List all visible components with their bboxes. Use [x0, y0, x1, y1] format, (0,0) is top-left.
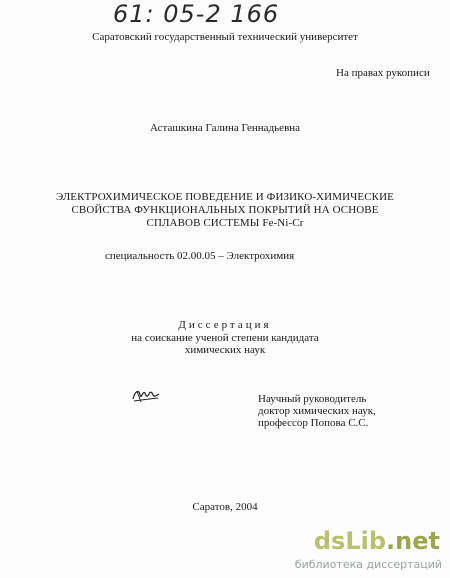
city-year: Саратов, 2004 — [192, 501, 258, 513]
advisor-line-1: Научный руководитель — [258, 393, 367, 405]
author-name: Асташкина Галина Геннадьевна — [149, 122, 301, 134]
watermark-tagline: библиотека диссертаций — [294, 558, 442, 571]
advisor-line-2: доктор химических наук, — [258, 405, 376, 417]
university-name: Саратовский государственный технический университет — [92, 31, 358, 43]
dslib-logo — [314, 527, 440, 555]
logo-main: dsLib — [313, 527, 387, 555]
title-line-3: СПЛАВОВ СИСТЕМЫ Fe-Ni-Cr — [146, 217, 304, 229]
title-line-1: ЭЛЕКТРОХИМИЧЕСКОЕ ПОВЕДЕНИЕ И ФИЗИКО-ХИМИЧЕСКИЕ — [56, 191, 394, 203]
dissertation-block — [0, 319, 450, 356]
specialty-line: специальность 02.00.05 – Электрохимия — [105, 250, 295, 262]
scientific-advisor — [258, 393, 376, 429]
degree-line-2: химических наук — [184, 344, 266, 356]
advisor-line-3: профессор Попова С.С. — [258, 417, 369, 429]
dslib-watermark — [294, 527, 446, 573]
dissertation-title — [40, 191, 410, 230]
title-line-2: СВОЙСТВА ФУНКЦИОНАЛЬНЫХ ПОКРЫТИЙ НА ОСНОВЕ — [71, 204, 379, 216]
handwritten-archive-number: 61: 05-2 166 — [113, 0, 280, 28]
dissertation-heading: Диссертация — [178, 319, 272, 331]
signature-icon — [131, 385, 161, 405]
manuscript-rights-note: На правах рукописи — [336, 67, 430, 79]
logo-suffix: .net — [386, 527, 440, 555]
degree-line-1: на соискание ученой степени кандидата — [131, 332, 319, 344]
